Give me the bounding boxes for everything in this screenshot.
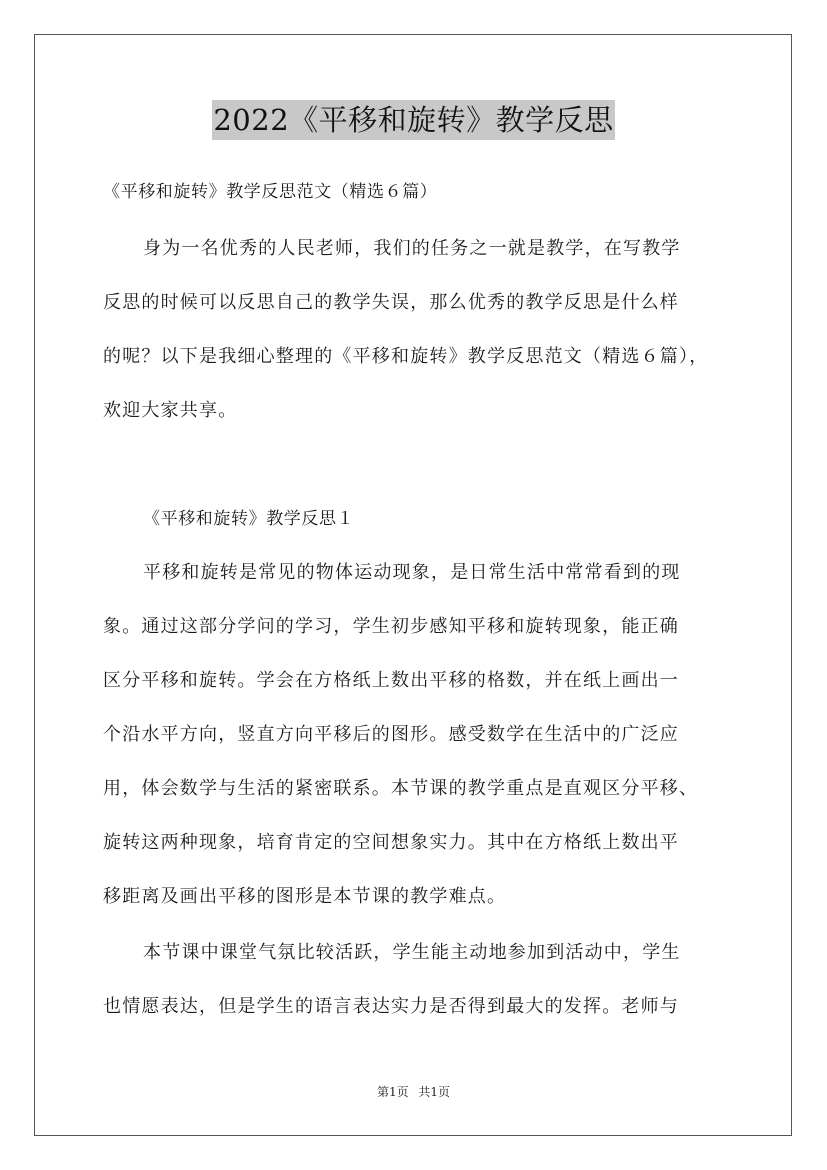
- intro-line: 身为一名优秀的人民老师，我们的任务之一就是教学，在写教学: [143, 238, 681, 259]
- paragraph-line: 个沿水平方向，竖直方向平移后的图形。感受数学在生活中的广泛应: [103, 724, 679, 745]
- title-container: [0, 100, 827, 140]
- paragraph-line: 旋转这两种现象，培育肯定的空间想象实力。其中在方格纸上数出平: [103, 832, 679, 853]
- page-total: 共1页: [418, 1085, 451, 1099]
- paragraph-line: 也情愿表达，但是学生的语言表达实力是否得到最大的发挥。老师与: [103, 996, 679, 1017]
- paragraph-line: 象。通过这部分学问的学习，学生初步感知平移和旋转现象，能正确: [103, 616, 679, 637]
- paragraph-line: 移距离及画出平移的图形是本节课的教学难点。: [103, 886, 507, 907]
- page-number: 第1页: [376, 1085, 409, 1099]
- page-footer: [0, 1084, 827, 1100]
- intro-line: 的呢？以下是我细心整理的《平移和旋转》教学反思范文（精选６篇），: [103, 346, 709, 367]
- paragraph-line: 本节课中课堂气氛比较活跃，学生能主动地参加到活动中，学生: [143, 942, 681, 963]
- section-heading: 《平移和旋转》教学反思１: [143, 509, 355, 529]
- intro-line: 反思的时候可以反思自己的教学失误，那么优秀的教学反思是什么样: [103, 292, 679, 313]
- paragraph-line: 区分平移和旋转。学会在方格纸上数出平移的格数，并在纸上画出一: [103, 670, 679, 691]
- paragraph-line: 用，体会数学与生活的紧密联系。本节课的教学重点是直观区分平移、: [103, 778, 699, 799]
- document-title: 2022《平移和旋转》教学反思: [212, 100, 614, 140]
- document-subtitle: 《平移和旋转》教学反思范文（精选６篇）: [103, 182, 438, 202]
- intro-line: 欢迎大家共享。: [103, 400, 238, 421]
- paragraph-line: 平移和旋转是常见的物体运动现象，是日常生活中常常看到的现: [143, 562, 681, 583]
